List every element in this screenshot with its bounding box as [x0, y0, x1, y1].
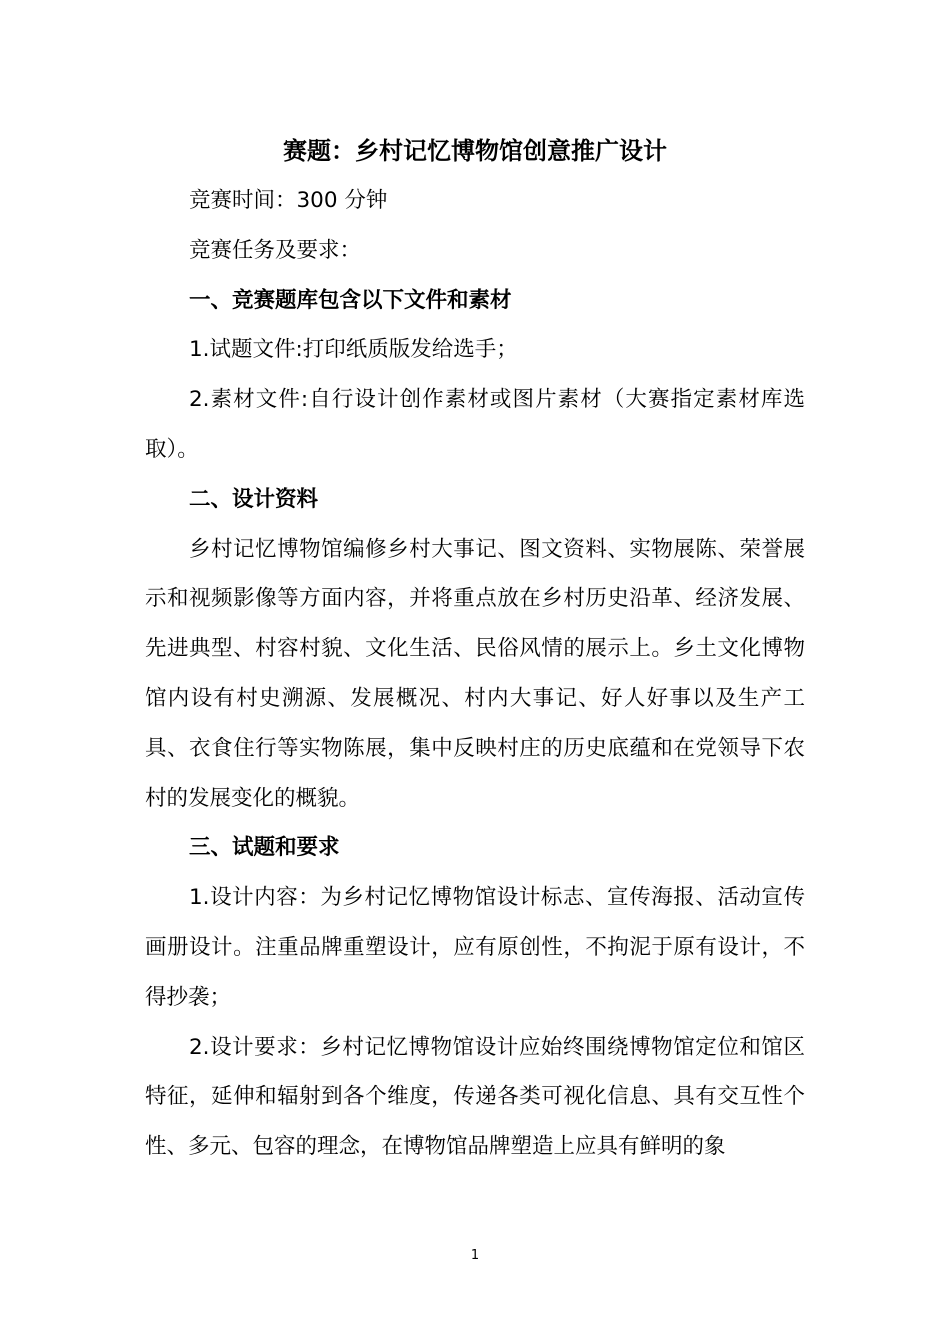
- paragraph-museum-description: 乡村记忆博物馆编修乡村大事记、图文资料、实物展陈、荣誉展示和视频影像等方面内容，并将重点放在乡村历史沿革、经济发展、先进典型、村容村貌、文化生活、民俗风情的展示上。乡土文化博物馆内设有村史溯源、发展概况、村内大事记、好人好事以及生产工具、衣食住行等实物陈展，集中反映村庄的历史底蕴和在党领导下农村的发展变化的概貌。: [145, 536, 805, 811]
- page-number: 1: [470, 1248, 480, 1263]
- section-heading-design-info: 二、设计资料: [189, 486, 319, 512]
- section-heading-materials: 一、竞赛题库包含以下文件和素材: [189, 287, 512, 313]
- document-body: [145, 176, 805, 1172]
- document-title: 赛题：乡村记忆博物馆创意推广设计: [283, 137, 667, 165]
- paragraph-duration: 竞赛时间：300 分钟: [189, 188, 388, 213]
- paragraph-design-requirements: 2.设计要求：乡村记忆博物馆设计应始终围绕博物馆定位和馆区特征，延伸和辐射到各个维度，传递各类可视化信息、具有交互性个性、多元、包容的理念，在博物馆品牌塑造上应具有鲜明的象: [145, 1034, 805, 1160]
- paragraph-task-intro: 竞赛任务及要求：: [189, 237, 362, 263]
- paragraph-exam-file: 1.试题文件:打印纸质版发给选手；: [189, 337, 518, 363]
- paragraph-design-content: 1.设计内容：为乡村记忆博物馆设计标志、宣传海报、活动宣传画册设计。注重品牌重塑设计，应有原创性，不拘泥于原有设计，不得抄袭；: [145, 885, 805, 1010]
- section-heading-requirements: 三、试题和要求: [189, 835, 340, 861]
- paragraph-material-file: 2.素材文件:自行设计创作素材或图片素材（大赛指定素材库选取）。: [145, 387, 805, 462]
